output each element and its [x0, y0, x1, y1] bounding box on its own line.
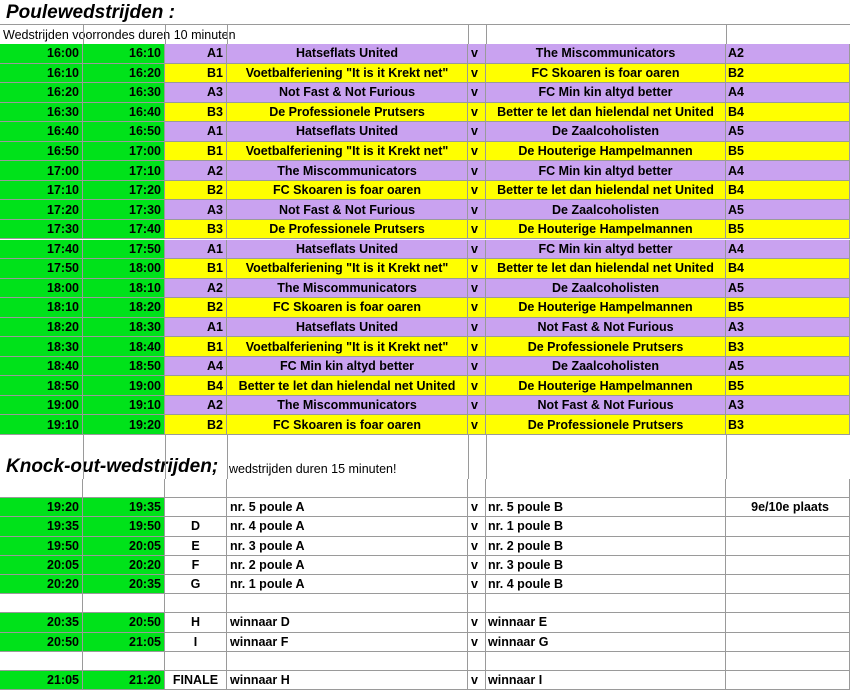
start-time-cell[interactable]: 21:05: [0, 671, 83, 690]
versus-cell[interactable]: [468, 479, 486, 498]
home-code-cell[interactable]: A1: [165, 122, 227, 142]
versus-cell[interactable]: v: [468, 220, 486, 240]
note-cell[interactable]: [726, 575, 850, 594]
match-row: [0, 240, 850, 260]
end-time-cell[interactable]: 16:30: [83, 83, 165, 103]
note-cell[interactable]: [726, 633, 850, 652]
end-time-cell[interactable]: 17:30: [83, 200, 165, 220]
away-team-cell[interactable]: De Professionele Prutsers: [486, 415, 726, 435]
start-time-cell[interactable]: 16:40: [0, 122, 83, 142]
away-team-cell[interactable]: Better te let dan hielendal net United: [486, 259, 726, 279]
end-time-cell[interactable]: 19:35: [83, 498, 165, 517]
away-code-cell[interactable]: B5: [726, 142, 850, 162]
versus-cell[interactable]: v: [468, 161, 486, 181]
away-code-cell[interactable]: B5: [726, 220, 850, 240]
home-team-cell[interactable]: Voetbalferiening "It is it Krekt net": [227, 259, 468, 279]
start-time-cell[interactable]: [0, 652, 83, 671]
start-time-cell[interactable]: 20:05: [0, 556, 83, 575]
home-team-cell[interactable]: nr. 2 poule A: [227, 556, 468, 575]
home-team-cell[interactable]: winnaar H: [227, 671, 468, 690]
versus-cell[interactable]: v: [468, 537, 486, 556]
knockout-row: [0, 498, 850, 517]
grid-line: [83, 24, 84, 44]
away-code-cell[interactable]: A5: [726, 122, 850, 142]
end-time-cell[interactable]: 16:50: [83, 122, 165, 142]
match-row: [0, 181, 850, 201]
home-team-cell[interactable]: [227, 479, 468, 498]
grid-line: [0, 24, 850, 25]
away-team-cell[interactable]: De Zaalcoholisten: [486, 357, 726, 377]
home-code-cell[interactable]: A2: [165, 396, 227, 416]
away-code-cell[interactable]: A4: [726, 83, 850, 103]
grid-line: [165, 24, 166, 44]
away-team-cell[interactable]: [486, 594, 726, 613]
away-code-cell[interactable]: B3: [726, 337, 850, 357]
blank-row: [0, 479, 850, 498]
match-code-cell[interactable]: F: [165, 556, 227, 575]
away-team-cell[interactable]: FC Min kin altyd better: [486, 83, 726, 103]
start-time-cell[interactable]: 19:35: [0, 517, 83, 536]
match-code-cell[interactable]: H: [165, 613, 227, 632]
home-team-cell[interactable]: nr. 5 poule A: [227, 498, 468, 517]
knockout-note: wedstrijden duren 15 minuten!: [229, 462, 397, 476]
match-row: [0, 415, 850, 435]
pool-note: Wedstrijden voorrondes duren 10 minuten: [3, 28, 236, 42]
home-code-cell[interactable]: A1: [165, 44, 227, 64]
match-row: [0, 103, 850, 123]
end-time-cell[interactable]: 18:20: [83, 298, 165, 318]
away-code-cell[interactable]: B4: [726, 181, 850, 201]
end-time-cell[interactable]: 17:50: [83, 240, 165, 260]
knockout-row: [0, 633, 850, 652]
away-team-cell[interactable]: FC Min kin altyd better: [486, 240, 726, 260]
note-cell[interactable]: [726, 613, 850, 632]
away-code-cell[interactable]: B4: [726, 259, 850, 279]
start-time-cell[interactable]: 20:35: [0, 613, 83, 632]
end-time-cell[interactable]: 20:20: [83, 556, 165, 575]
away-team-cell[interactable]: De Zaalcoholisten: [486, 279, 726, 299]
match-row: [0, 279, 850, 299]
note-cell[interactable]: [726, 652, 850, 671]
home-team-cell[interactable]: Not Fast & Not Furious: [227, 200, 468, 220]
home-team-cell[interactable]: The Miscommunicators: [227, 161, 468, 181]
start-time-cell[interactable]: 16:50: [0, 142, 83, 162]
match-row: [0, 142, 850, 162]
match-row: [0, 298, 850, 318]
knockout-row: [0, 575, 850, 594]
knockout-row: [0, 613, 850, 632]
end-time-cell[interactable]: 16:40: [83, 103, 165, 123]
home-code-cell[interactable]: B1: [165, 259, 227, 279]
end-time-cell[interactable]: 17:00: [83, 142, 165, 162]
versus-cell[interactable]: v: [468, 83, 486, 103]
versus-cell[interactable]: v: [468, 415, 486, 435]
home-team-cell[interactable]: Not Fast & Not Furious: [227, 83, 468, 103]
start-time-cell[interactable]: 18:20: [0, 318, 83, 338]
home-team-cell[interactable]: winnaar D: [227, 613, 468, 632]
match-code-cell[interactable]: [165, 594, 227, 613]
start-time-cell[interactable]: 17:10: [0, 181, 83, 201]
away-code-cell[interactable]: B4: [726, 103, 850, 123]
home-team-cell[interactable]: Voetbalferiening "It is it Krekt net": [227, 64, 468, 84]
away-code-cell[interactable]: A3: [726, 396, 850, 416]
versus-cell[interactable]: v: [468, 44, 486, 64]
match-row: [0, 376, 850, 396]
away-team-cell[interactable]: The Miscommunicators: [486, 44, 726, 64]
versus-cell[interactable]: v: [468, 122, 486, 142]
end-time-cell[interactable]: 19:20: [83, 415, 165, 435]
note-cell[interactable]: [726, 537, 850, 556]
start-time-cell[interactable]: 19:50: [0, 537, 83, 556]
away-code-cell[interactable]: B3: [726, 415, 850, 435]
end-time-cell[interactable]: 17:10: [83, 161, 165, 181]
grid-line: [726, 24, 727, 44]
away-team-cell[interactable]: [486, 479, 726, 498]
versus-cell[interactable]: v: [468, 298, 486, 318]
home-code-cell[interactable]: B3: [165, 220, 227, 240]
away-team-cell[interactable]: Better te let dan hielendal net United: [486, 181, 726, 201]
start-time-cell[interactable]: 19:00: [0, 396, 83, 416]
end-time-cell[interactable]: 19:50: [83, 517, 165, 536]
home-code-cell[interactable]: A2: [165, 279, 227, 299]
home-code-cell[interactable]: A1: [165, 240, 227, 260]
home-code-cell[interactable]: B1: [165, 142, 227, 162]
versus-cell[interactable]: v: [468, 376, 486, 396]
home-code-cell[interactable]: A3: [165, 200, 227, 220]
match-row: [0, 318, 850, 338]
versus-cell[interactable]: v: [468, 498, 486, 517]
match-code-cell[interactable]: [165, 652, 227, 671]
end-time-cell[interactable]: 16:10: [83, 44, 165, 64]
away-team-cell[interactable]: De Houterige Hampelmannen: [486, 376, 726, 396]
blank-row: [0, 652, 850, 671]
start-time-cell[interactable]: 18:50: [0, 376, 83, 396]
end-time-cell[interactable]: [83, 652, 165, 671]
away-code-cell[interactable]: A4: [726, 161, 850, 181]
note-cell[interactable]: [726, 517, 850, 536]
home-code-cell[interactable]: B2: [165, 298, 227, 318]
match-row: [0, 83, 850, 103]
home-team-cell[interactable]: [227, 652, 468, 671]
match-row: [0, 259, 850, 279]
grid-line: [726, 435, 727, 479]
away-team-cell[interactable]: winnaar I: [486, 671, 726, 690]
home-team-cell[interactable]: nr. 4 poule A: [227, 517, 468, 536]
home-team-cell[interactable]: Better te let dan hielendal net United: [227, 376, 468, 396]
end-time-cell[interactable]: 21:20: [83, 671, 165, 690]
versus-cell[interactable]: [468, 594, 486, 613]
home-team-cell[interactable]: Hatseflats United: [227, 318, 468, 338]
versus-cell[interactable]: v: [468, 517, 486, 536]
home-team-cell[interactable]: FC Skoaren is foar oaren: [227, 181, 468, 201]
blank-row: [0, 594, 850, 613]
start-time-cell[interactable]: [0, 594, 83, 613]
versus-cell[interactable]: v: [468, 396, 486, 416]
match-row: [0, 44, 850, 64]
knockout-row: [0, 517, 850, 536]
start-time-cell[interactable]: 16:00: [0, 44, 83, 64]
start-time-cell[interactable]: 18:30: [0, 337, 83, 357]
away-code-cell[interactable]: A5: [726, 357, 850, 377]
match-row: [0, 122, 850, 142]
note-cell[interactable]: [726, 671, 850, 690]
away-team-cell[interactable]: winnaar E: [486, 613, 726, 632]
away-team-cell[interactable]: [486, 652, 726, 671]
home-code-cell[interactable]: A4: [165, 357, 227, 377]
match-code-cell[interactable]: G: [165, 575, 227, 594]
note-cell[interactable]: 9e/10e plaats: [726, 498, 850, 517]
home-team-cell[interactable]: Voetbalferiening "It is it Krekt net": [227, 337, 468, 357]
away-code-cell[interactable]: A4: [726, 240, 850, 260]
match-row: [0, 220, 850, 240]
end-time-cell[interactable]: 18:00: [83, 259, 165, 279]
versus-cell[interactable]: v: [468, 200, 486, 220]
home-code-cell[interactable]: B1: [165, 337, 227, 357]
grid-line: [468, 435, 469, 479]
home-code-cell[interactable]: B3: [165, 103, 227, 123]
versus-cell[interactable]: v: [468, 318, 486, 338]
end-time-cell[interactable]: 18:40: [83, 337, 165, 357]
start-time-cell[interactable]: 20:20: [0, 575, 83, 594]
match-row: [0, 200, 850, 220]
away-team-cell[interactable]: Not Fast & Not Furious: [486, 318, 726, 338]
away-team-cell[interactable]: Not Fast & Not Furious: [486, 396, 726, 416]
start-time-cell[interactable]: 16:10: [0, 64, 83, 84]
away-team-cell[interactable]: nr. 5 poule B: [486, 498, 726, 517]
home-team-cell[interactable]: De Professionele Prutsers: [227, 220, 468, 240]
grid-line: [165, 435, 166, 479]
grid-line: [486, 435, 487, 479]
start-time-cell[interactable]: 16:30: [0, 103, 83, 123]
start-time-cell[interactable]: 17:40: [0, 240, 83, 260]
start-time-cell[interactable]: 18:10: [0, 298, 83, 318]
away-code-cell[interactable]: B5: [726, 298, 850, 318]
home-team-cell[interactable]: Voetbalferiening "It is it Krekt net": [227, 142, 468, 162]
versus-cell[interactable]: v: [468, 556, 486, 575]
home-team-cell[interactable]: winnaar F: [227, 633, 468, 652]
match-code-cell[interactable]: I: [165, 633, 227, 652]
away-code-cell[interactable]: A3: [726, 318, 850, 338]
away-team-cell[interactable]: FC Skoaren is foar oaren: [486, 64, 726, 84]
home-code-cell[interactable]: B2: [165, 415, 227, 435]
end-time-cell[interactable]: 16:20: [83, 64, 165, 84]
end-time-cell[interactable]: 19:10: [83, 396, 165, 416]
pool-title: Poulewedstrijden :: [6, 2, 175, 23]
match-row: [0, 337, 850, 357]
home-team-cell[interactable]: FC Skoaren is foar oaren: [227, 298, 468, 318]
end-time-cell[interactable]: [83, 594, 165, 613]
home-team-cell[interactable]: Hatseflats United: [227, 240, 468, 260]
away-code-cell[interactable]: A5: [726, 200, 850, 220]
away-team-cell[interactable]: De Zaalcoholisten: [486, 200, 726, 220]
away-team-cell[interactable]: De Houterige Hampelmannen: [486, 298, 726, 318]
away-team-cell[interactable]: nr. 2 poule B: [486, 537, 726, 556]
away-code-cell[interactable]: A5: [726, 279, 850, 299]
start-time-cell[interactable]: 17:00: [0, 161, 83, 181]
away-team-cell[interactable]: nr. 3 poule B: [486, 556, 726, 575]
start-time-cell[interactable]: 18:00: [0, 279, 83, 299]
home-team-cell[interactable]: nr. 1 poule A: [227, 575, 468, 594]
match-code-cell[interactable]: [165, 498, 227, 517]
start-time-cell[interactable]: 17:50: [0, 259, 83, 279]
home-team-cell[interactable]: FC Skoaren is foar oaren: [227, 415, 468, 435]
match-row: [0, 396, 850, 416]
home-code-cell[interactable]: B4: [165, 376, 227, 396]
home-code-cell[interactable]: B2: [165, 181, 227, 201]
match-row: [0, 161, 850, 181]
home-code-cell[interactable]: A2: [165, 161, 227, 181]
grid-line: [486, 24, 487, 44]
grid-line: [227, 435, 228, 479]
start-time-cell[interactable]: 16:20: [0, 83, 83, 103]
away-team-cell[interactable]: Better te let dan hielendal net United: [486, 103, 726, 123]
versus-cell[interactable]: v: [468, 259, 486, 279]
versus-cell[interactable]: v: [468, 279, 486, 299]
versus-cell[interactable]: v: [468, 633, 486, 652]
start-time-cell[interactable]: 18:40: [0, 357, 83, 377]
versus-cell[interactable]: v: [468, 613, 486, 632]
home-team-cell[interactable]: Hatseflats United: [227, 44, 468, 64]
versus-cell[interactable]: v: [468, 357, 486, 377]
grid-line: [227, 24, 228, 44]
end-time-cell[interactable]: 20:50: [83, 613, 165, 632]
versus-cell[interactable]: v: [468, 103, 486, 123]
home-team-cell[interactable]: [227, 594, 468, 613]
start-time-cell[interactable]: 19:20: [0, 498, 83, 517]
knockout-row: [0, 556, 850, 575]
away-team-cell[interactable]: FC Min kin altyd better: [486, 161, 726, 181]
home-code-cell[interactable]: B1: [165, 64, 227, 84]
versus-cell[interactable]: v: [468, 64, 486, 84]
home-team-cell[interactable]: De Professionele Prutsers: [227, 103, 468, 123]
start-time-cell[interactable]: [0, 479, 83, 498]
note-cell[interactable]: [726, 556, 850, 575]
away-team-cell[interactable]: nr. 4 poule B: [486, 575, 726, 594]
versus-cell[interactable]: v: [468, 181, 486, 201]
match-code-cell[interactable]: E: [165, 537, 227, 556]
end-time-cell[interactable]: 18:50: [83, 357, 165, 377]
knockout-row: [0, 671, 850, 690]
versus-cell[interactable]: v: [468, 671, 486, 690]
end-time-cell[interactable]: 19:00: [83, 376, 165, 396]
grid-line: [83, 435, 84, 479]
away-team-cell[interactable]: De Professionele Prutsers: [486, 337, 726, 357]
home-team-cell[interactable]: FC Min kin altyd better: [227, 357, 468, 377]
away-team-cell[interactable]: De Houterige Hampelmannen: [486, 220, 726, 240]
home-team-cell[interactable]: nr. 3 poule A: [227, 537, 468, 556]
start-time-cell[interactable]: 19:10: [0, 415, 83, 435]
knockout-row: [0, 537, 850, 556]
note-cell[interactable]: [726, 479, 850, 498]
match-row: [0, 357, 850, 377]
away-team-cell[interactable]: nr. 1 poule B: [486, 517, 726, 536]
versus-cell[interactable]: v: [468, 240, 486, 260]
away-code-cell[interactable]: B5: [726, 376, 850, 396]
home-team-cell[interactable]: Hatseflats United: [227, 122, 468, 142]
note-cell[interactable]: [726, 594, 850, 613]
away-code-cell[interactable]: A2: [726, 44, 850, 64]
grid-line: [468, 24, 469, 44]
match-code-cell[interactable]: FINALE: [165, 671, 227, 690]
knockout-title: Knock-out-wedstrijden;: [6, 456, 219, 477]
end-time-cell[interactable]: 20:35: [83, 575, 165, 594]
end-time-cell[interactable]: 18:30: [83, 318, 165, 338]
versus-cell[interactable]: v: [468, 337, 486, 357]
versus-cell[interactable]: v: [468, 575, 486, 594]
versus-cell[interactable]: [468, 652, 486, 671]
versus-cell[interactable]: v: [468, 142, 486, 162]
away-code-cell[interactable]: B2: [726, 64, 850, 84]
end-time-cell[interactable]: 17:20: [83, 181, 165, 201]
home-team-cell[interactable]: The Miscommunicators: [227, 279, 468, 299]
home-team-cell[interactable]: The Miscommunicators: [227, 396, 468, 416]
end-time-cell[interactable]: 17:40: [83, 220, 165, 240]
end-time-cell[interactable]: 18:10: [83, 279, 165, 299]
home-code-cell[interactable]: A3: [165, 83, 227, 103]
away-team-cell[interactable]: De Houterige Hampelmannen: [486, 142, 726, 162]
start-time-cell[interactable]: 17:20: [0, 200, 83, 220]
match-code-cell[interactable]: [165, 479, 227, 498]
away-team-cell[interactable]: De Zaalcoholisten: [486, 122, 726, 142]
match-code-cell[interactable]: D: [165, 517, 227, 536]
start-time-cell[interactable]: 20:50: [0, 633, 83, 652]
end-time-cell[interactable]: [83, 479, 165, 498]
away-team-cell[interactable]: winnaar G: [486, 633, 726, 652]
home-code-cell[interactable]: A1: [165, 318, 227, 338]
start-time-cell[interactable]: 17:30: [0, 220, 83, 240]
match-row: [0, 64, 850, 84]
end-time-cell[interactable]: 20:05: [83, 537, 165, 556]
end-time-cell[interactable]: 21:05: [83, 633, 165, 652]
